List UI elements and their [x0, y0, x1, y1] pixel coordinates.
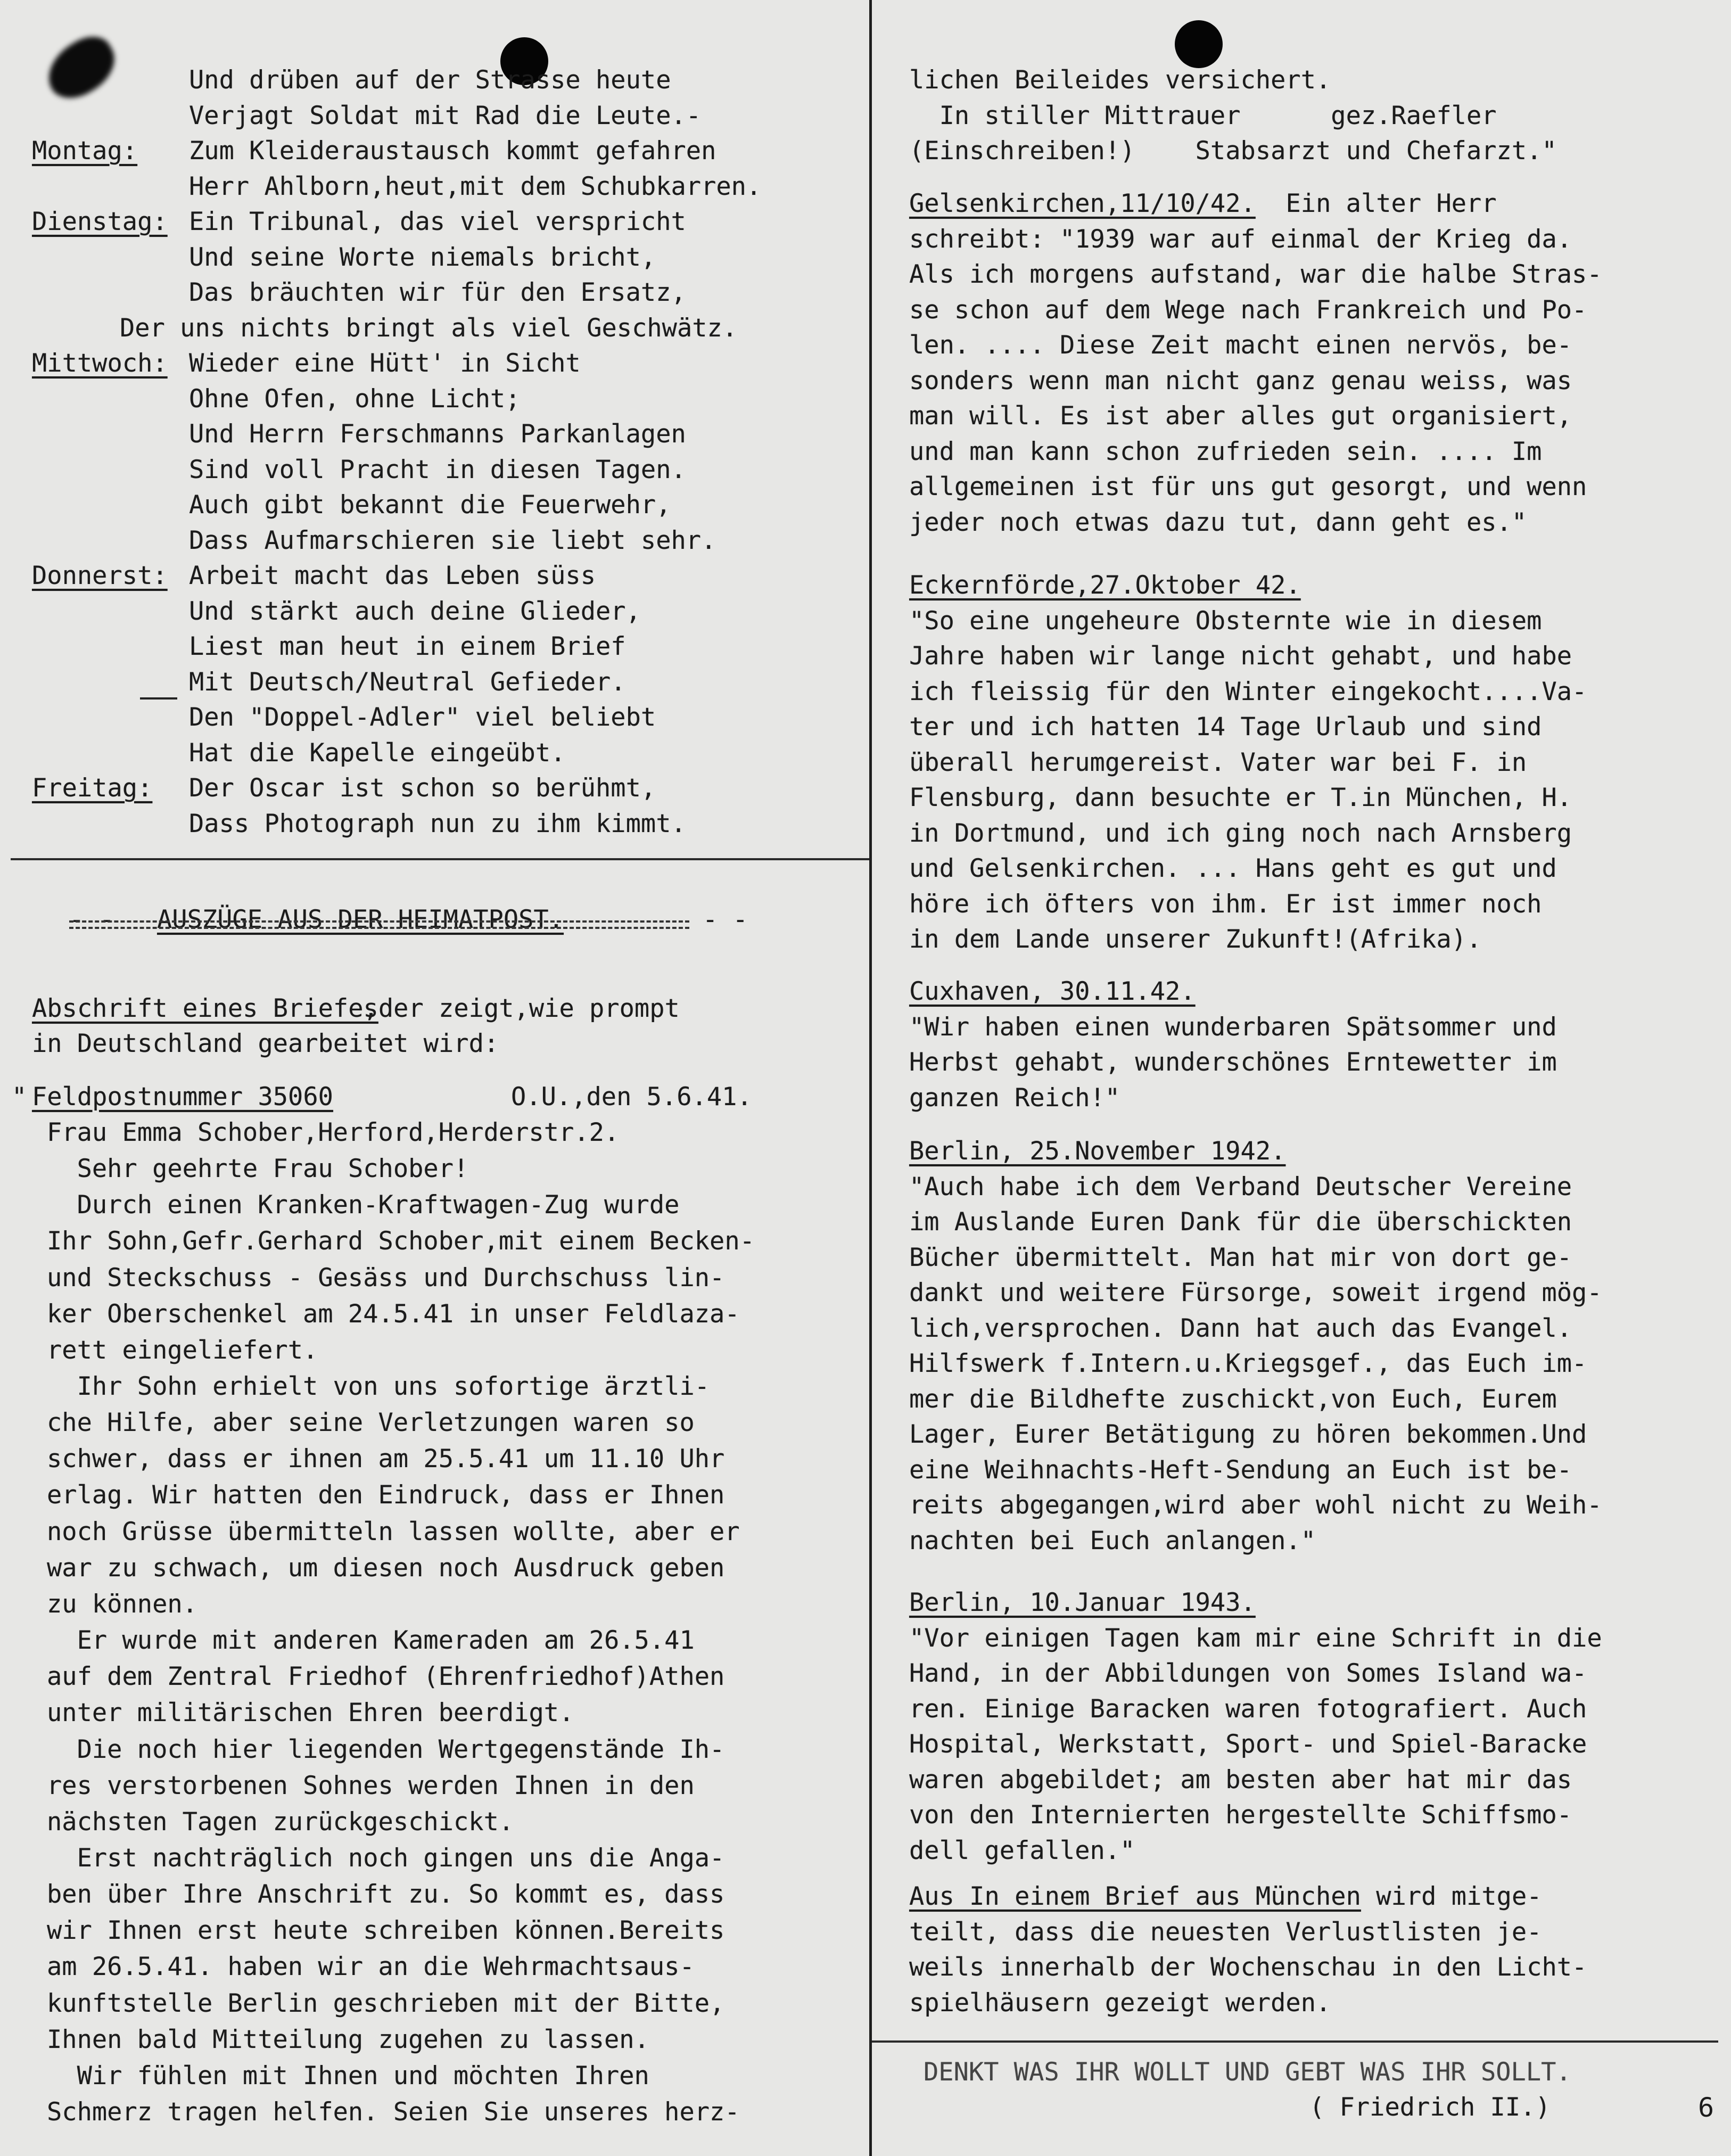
- poem-day-label: Montag:: [32, 136, 138, 166]
- poem-line: Das bräuchten wir für den Ersatz,: [189, 278, 686, 307]
- entry-line: Herbst gehabt, wunderschönes Erntewetter im: [909, 1048, 1557, 1077]
- entry-heading: Berlin, 25.November 1942.: [909, 1137, 1286, 1166]
- motto-line: DENKT WAS IHR WOLLT UND GEBT WAS IHR SOLLT.: [924, 2058, 1571, 2087]
- entry-line: nachten bei Euch anlangen.": [909, 1526, 1316, 1556]
- entry-heading-tail: Ein alter Herr: [1255, 189, 1497, 218]
- letter-line: ben über Ihre Anschrift zu. So kommt es, dass: [47, 1880, 725, 1910]
- entry-line: se schon auf dem Wege nach Frankreich und Po-: [909, 295, 1587, 325]
- letter-line: Durch einen Kranken-Kraftwagen-Zug wurde: [47, 1190, 680, 1220]
- letter-closing-line: (Einschreiben!) Stabsarzt und Chefarzt.": [909, 136, 1557, 166]
- ink-smudge: [37, 28, 125, 108]
- heading-dashes-right: - -: [703, 905, 748, 934]
- poem-line: Zum Kleideraustausch kommt gefahren: [189, 136, 716, 166]
- entry-line: schreibt: "1939 war auf einmal der Krieg da.: [909, 224, 1572, 254]
- entry-line: Bücher übermittelt. Man hat mir von dort ge-: [909, 1242, 1572, 1272]
- letter-line: am 26.5.41. haben wir an die Wehrmachtsaus-: [47, 1952, 695, 1982]
- letter-closing-line: In stiller Mittrauer gez.Raefler: [909, 101, 1497, 130]
- punch-hole-right: [1175, 20, 1223, 68]
- poem-line: Dass Aufmarschieren sie liebt sehr.: [189, 525, 716, 555]
- entry-line: im Auslande Euren Dank für die überschickten: [909, 1207, 1572, 1237]
- entry-line: in dem Lande unserer Zukunft!(Afrika).: [909, 925, 1482, 954]
- letter-line: unter militärischen Ehren beerdigt.: [47, 1698, 574, 1728]
- letter-line: schwer, dass er ihnen am 25.5.41 um 11.10 Uhr: [47, 1444, 725, 1474]
- entry-line: teilt, dass die neuesten Verlustlisten je-: [909, 1917, 1542, 1947]
- letter-line: Ihr Sohn,Gefr.Gerhard Schober,mit einem Becken-: [47, 1227, 755, 1256]
- poem-line: Auch gibt bekannt die Feuerwehr,: [189, 490, 671, 520]
- letter-line: Schmerz tragen helfen. Seien Sie unseres herz-: [47, 2097, 740, 2127]
- entry-heading: Cuxhaven, 30.11.42.: [909, 977, 1196, 1006]
- section-heading: AUSZÜGE AUS DER HEIMATPOST.: [157, 905, 564, 934]
- poem-day-label: Freitag:: [32, 773, 153, 803]
- entry-line: sonders wenn man nicht ganz genau weiss, was: [909, 366, 1572, 396]
- letter-line: Wir fühlen mit Ihnen und möchten Ihren: [47, 2061, 649, 2091]
- poem-line: Ein Tribunal, das viel verspricht: [189, 207, 686, 236]
- poem-day-label: Donnerst:: [32, 561, 168, 590]
- heading-double-dash-underline: [69, 920, 689, 929]
- entry-heading: Aus In einem Brief aus München: [909, 1882, 1361, 1911]
- letter-line: Er wurde mit anderen Kameraden am 26.5.41: [47, 1626, 695, 1656]
- entry-line: "So eine ungeheure Obsternte wie in diesem: [909, 606, 1542, 636]
- entry-line: von den Internierten hergestellte Schiffsmo-: [909, 1800, 1572, 1830]
- intro-text: ,der zeigt,wie prompt: [363, 994, 680, 1023]
- entry-line: spielhäusern gezeigt werden.: [909, 1988, 1331, 2018]
- entry-line: ter und ich hatten 14 Tage Urlaub und sind: [909, 712, 1542, 742]
- left-section-rule: [11, 858, 869, 860]
- entry-line: dankt und weitere Fürsorge, soweit irgend mög-: [909, 1278, 1602, 1307]
- intro-underlined: Abschrift eines Briefes: [32, 994, 378, 1023]
- intro-text-line2: in Deutschland gearbeitet wird:: [32, 1029, 499, 1058]
- heading-dashes-left: - -: [69, 905, 114, 934]
- entry-line: ich fleissig für den Winter eingekocht....Va-: [909, 677, 1587, 706]
- entry-line: Jahre haben wir lange nicht gehabt, und habe: [909, 641, 1572, 671]
- poem-line: Der uns nichts bringt als viel Geschwätz.: [120, 313, 738, 343]
- poem-line: Mit Deutsch/Neutral Gefieder.: [189, 667, 626, 697]
- poem-line: Hat die Kapelle eingeübt.: [189, 738, 566, 768]
- letter-line: auf dem Zentral Friedhof (Ehrenfriedhof)Athen: [47, 1662, 725, 1692]
- entry-line: ren. Einige Baracken waren fotografiert. Auch: [909, 1694, 1587, 1724]
- entry-line: "Auch habe ich dem Verband Deutscher Vereine: [909, 1172, 1572, 1202]
- entry-line: len. .... Diese Zeit macht einen nervös, be-: [909, 331, 1572, 360]
- entry-line: dell gefallen.": [909, 1836, 1135, 1865]
- margin-dash: [140, 697, 177, 700]
- poem-line: Liest man heut in einem Brief: [189, 632, 626, 661]
- entry-line: Flensburg, dann besuchte er T.in München, H.: [909, 783, 1572, 812]
- entry-heading: Gelsenkirchen,11/10/42.: [909, 189, 1256, 218]
- letter-line: erlag. Wir hatten den Eindruck, dass er Ihnen: [47, 1480, 725, 1510]
- page-number: 6: [1698, 2092, 1714, 2123]
- entry-heading: Berlin, 10.Januar 1943.: [909, 1588, 1256, 1617]
- quote-mark: ": [12, 1082, 27, 1112]
- letter-line: ker Oberschenkel am 24.5.41 in unser Feldlaza-: [47, 1299, 740, 1329]
- entry-line: Hand, in der Abbildungen von Somes Island wa-: [909, 1659, 1587, 1688]
- poem-day-label: Mittwoch:: [32, 349, 168, 378]
- letter-line: noch Grüsse übermitteln lassen wollte, aber er: [47, 1517, 740, 1546]
- letter-line: nächsten Tagen zurückgeschickt.: [47, 1807, 514, 1837]
- poem-line: Und seine Worte niemals bricht,: [189, 242, 656, 272]
- letter-line: zu können.: [47, 1589, 197, 1619]
- entry-line: Hospital, Werkstatt, Sport- und Spiel-Baracke: [909, 1730, 1587, 1759]
- letter-line: Ihr Sohn erhielt von uns sofortige ärztli-: [47, 1372, 710, 1402]
- letter-line: Sehr geehrte Frau Schober!: [47, 1154, 469, 1184]
- feldpost-number: Feldpostnummer 35060: [32, 1082, 333, 1112]
- entry-line: weils innerhalb der Wochenschau in den Licht-: [909, 1953, 1587, 1982]
- entry-line: Als ich morgens aufstand, war die halbe Stras-: [909, 260, 1602, 289]
- entry-line: Lager, Eurer Betätigung zu hören bekommen.Und: [909, 1420, 1587, 1449]
- poem-line: Und drüben auf der Strasse heute: [189, 65, 671, 95]
- poem-line: Und stärkt auch deine Glieder,: [189, 596, 641, 626]
- letter-line: che Hilfe, aber seine Verletzungen waren so: [47, 1408, 695, 1438]
- entry-line: "Wir haben einen wunderbaren Spätsommer und: [909, 1012, 1557, 1042]
- entry-line: und Gelsenkirchen. ... Hans geht es gut und: [909, 854, 1557, 883]
- entry-line: allgemeinen ist für uns gut gesorgt, und wenn: [909, 472, 1587, 501]
- entry-line: eine Weihnachts-Heft-Sendung an Euch ist be-: [909, 1455, 1572, 1485]
- entry-line: höre ich öfters von ihm. Er ist immer noch: [909, 889, 1542, 919]
- letter-line: Erst nachträglich noch gingen uns die Anga-: [47, 1843, 725, 1873]
- column-divider: [869, 0, 872, 2156]
- entry-line: Hilfswerk f.Intern.u.Kriegsgef., das Euch im-: [909, 1349, 1587, 1378]
- letter-line: wir Ihnen erst heute schreiben können.Bereits: [47, 1916, 725, 1946]
- letter-line: Die noch hier liegenden Wertgegenstände Ih-: [47, 1734, 725, 1764]
- poem-day-label: Dienstag:: [32, 207, 168, 236]
- entry-line: lich,versprochen. Dann hat auch das Evangel.: [909, 1313, 1572, 1343]
- poem-line: Den "Doppel-Adler" viel beliebt: [189, 703, 656, 732]
- entry-line: in Dortmund, und ich ging noch nach Arnsberg: [909, 818, 1572, 848]
- letter-line: und Steckschuss - Gesäss und Durchschuss lin-: [47, 1263, 725, 1293]
- poem-line: Und Herrn Ferschmanns Parkanlagen: [189, 419, 686, 449]
- entry-line: jeder noch etwas dazu tut, dann geht es.": [909, 507, 1527, 537]
- letter-line: war zu schwach, um diesen noch Ausdruck geben: [47, 1553, 725, 1583]
- letter-line: kunftstelle Berlin geschrieben mit der Bitte,: [47, 1988, 725, 2018]
- letter-closing-line: lichen Beileides versichert.: [909, 65, 1331, 95]
- poem-line: Der Oscar ist schon so berühmt,: [189, 773, 656, 803]
- entry-line: "Vor einigen Tagen kam mir eine Schrift in die: [909, 1623, 1602, 1653]
- letter-line: Ihnen bald Mitteilung zugehen zu lassen.: [47, 2025, 649, 2054]
- entry-line: waren abgebildet; am besten aber hat mir das: [909, 1765, 1572, 1795]
- motto-attribution: ( Friedrich II.): [1309, 2093, 1551, 2122]
- entry-heading: Eckernförde,27.Oktober 42.: [909, 571, 1301, 600]
- letter-line: Frau Emma Schober,Herford,Herderstr.2.: [47, 1118, 620, 1147]
- entry-line: ganzen Reich!": [909, 1083, 1120, 1113]
- letter-line: res verstorbenen Sohnes werden Ihnen in den: [47, 1771, 695, 1800]
- poem-line: Arbeit macht das Leben süss: [189, 561, 596, 590]
- poem-line: Verjagt Soldat mit Rad die Leute.-: [189, 101, 702, 130]
- right-section-rule: [872, 2040, 1718, 2043]
- poem-line: Herr Ahlborn,heut,mit dem Schubkarren.: [189, 171, 762, 201]
- entry-line: mer die Bildhefte zuschickt,von Euch, Eurem: [909, 1384, 1557, 1414]
- poem-line: Wieder eine Hütt' in Sicht: [189, 349, 581, 378]
- poem-line: Ohne Ofen, ohne Licht;: [189, 384, 521, 414]
- entry-line: reits abgegangen,wird aber wohl nicht zu Weih-: [909, 1491, 1602, 1520]
- poem-line: Dass Photograph nun zu ihm kimmt.: [189, 809, 686, 838]
- entry-line: überall herumgereist. Vater war bei F. in: [909, 747, 1527, 777]
- entry-line: man will. Es ist aber alles gut organisiert,: [909, 401, 1572, 431]
- poem-line: Sind voll Pracht in diesen Tagen.: [189, 455, 686, 484]
- feldpost-place-date: O.U.,den 5.6.41.: [511, 1082, 752, 1112]
- letter-line: rett eingeliefert.: [47, 1335, 318, 1365]
- entry-line: und man kann schon zufrieden sein. .... Im: [909, 437, 1542, 466]
- entry-heading-tail: wird mitge-: [1361, 1882, 1542, 1911]
